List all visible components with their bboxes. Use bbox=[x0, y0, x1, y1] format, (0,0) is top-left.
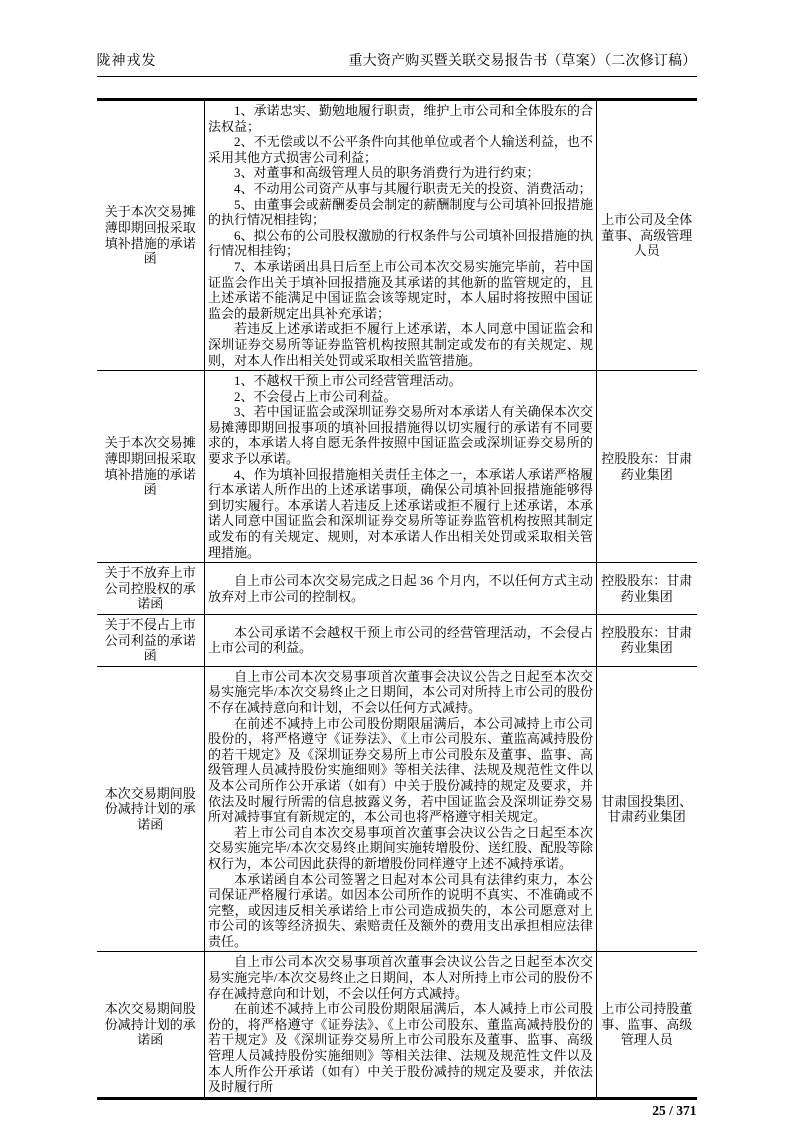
content-paragraph: 自上市公司本次交易事项首次董事会决议公告之日起至本次交易实施完毕/本次交易终止之日期间，本人对所持上市公司的股份不存在减持意向和计划，不会以任何方式减持。 bbox=[208, 954, 593, 1001]
content-paragraph: 1、承诺忠实、勤勉地履行职责，维护上市公司和全体股东的合法权益； bbox=[208, 103, 593, 134]
commitment-title-cell bbox=[97, 100, 205, 371]
commitment-title: 本次交易期间股份减持计划的承诺函 bbox=[104, 785, 196, 832]
commitment-party-cell bbox=[597, 952, 697, 1098]
table-row bbox=[97, 563, 697, 615]
content-paragraph: 在前述不减持上市公司股份期限届满后，本公司减持上市公司股份的，将严格遵守《证券法》、《上市公司股东、董监高减持股份的若干规定》及《深圳证券交易所上市公司股东及董事、监事、高级管理人员减持股份实施细则》等相关法律、法规及规范性文件以及本公司所作公开承诺（如有）中关于股份减持的规定及要求，并依法及时履行所需的信息披露义务，若中国证监会及深圳证券交易所对减持事宜有新规定的，本公司也将严格遵守相关规定。 bbox=[208, 715, 593, 825]
commitment-title-cell bbox=[97, 666, 205, 952]
page-footer bbox=[97, 1103, 697, 1119]
commitment-title: 本次交易期间股份减持计划的承诺函 bbox=[104, 1001, 196, 1048]
commitment-table-body bbox=[97, 100, 697, 1099]
content-paragraph: 在前述不减持上市公司股份期限届满后，本人减持上市公司股份的，将严格遵守《证券法》、《上市公司股东、董监高减持股份的若干规定》及《深圳证券交易所上市公司股东及董事、监事、高级管理人员减持股份实施细则》等相关法律、法规及规范性文件以及本人所作公开承诺（如有）中关于股份减持的规定及要求，并依法及时履行所 bbox=[208, 1001, 593, 1095]
commitment-content-cell bbox=[205, 371, 597, 563]
commitment-party: 上市公司持股董事、监事、高级管理人员 bbox=[601, 1001, 693, 1048]
commitment-party-cell bbox=[597, 563, 697, 615]
table-row bbox=[97, 952, 697, 1098]
commitment-title: 关于本次交易摊薄即期回报采取填补措施的承诺函 bbox=[104, 204, 196, 267]
content-paragraph: 自上市公司本次交易事项首次董事会决议公告之日起至本次交易实施完毕/本次交易终止之日期间，本公司对所持上市公司的股份不存在减持意向和计划，不会以任何方式减持。 bbox=[208, 668, 593, 715]
commitment-party: 控股股东：甘肃药业集团 bbox=[601, 624, 693, 656]
commitment-title-cell bbox=[97, 371, 205, 563]
content-paragraph: 本承诺函自本公司签署之日起对本公司具有法律约束力，本公司保证严格履行承诺。如因本公司所作的说明不真实、不准确或不完整，或因违反相关承诺给上市公司造成损失的，本公司愿意对上市公司的该等经济损失、索赔责任及额外的费用支出承担相应法律责任。 bbox=[208, 871, 593, 949]
commitment-party: 上市公司及全体董事、高级管理人员 bbox=[601, 212, 693, 259]
content-paragraph: 若上市公司自本次交易事项首次董事会决议公告之日起至本次交易实施完毕/本次交易终止期间实施转增股份、送红股、配股等除权行为，本公司因此获得的新增股份同样遵守上述不减持承诺。 bbox=[208, 824, 593, 871]
content-paragraph: 2、不无偿或以不公平条件向其他单位或者个人输送利益，也不采用其他方式损害公司利益； bbox=[208, 134, 593, 165]
header-report-title: 重大资产购买暨关联交易报告书（草案）（二次修订稿） bbox=[348, 54, 697, 69]
commitment-table bbox=[97, 98, 697, 1100]
table-row bbox=[97, 615, 697, 667]
commitment-content-cell bbox=[205, 615, 597, 667]
commitment-party-cell bbox=[597, 371, 697, 563]
page-header bbox=[97, 50, 697, 77]
commitment-party: 甘肃国投集团、甘肃药业集团 bbox=[601, 793, 693, 825]
content-paragraph: 自上市公司本次交易完成之日起 36 个月内，不以任何方式主动放弃对上市公司的控制权。 bbox=[208, 573, 593, 604]
content-paragraph: 6、拟公布的公司股权激励的行权条件与公司填补回报措施的执行情况相挂钩； bbox=[208, 227, 593, 259]
commitment-content-cell bbox=[205, 666, 597, 952]
page-number: 25 / 371 bbox=[652, 1102, 697, 1118]
content-paragraph: 4、不动用公司资产从事与其履行职责无关的投资、消费活动； bbox=[234, 180, 592, 196]
content-paragraph: 3、若中国证监会或深圳证券交易所对本承诺人有关确保本次交易摊薄即期回报事项的填补回报措施得以切实履行的承诺有不同要求的，本承诺人将自愿无条件按照中国证监会或深圳证券交易所的要求予以承诺。 bbox=[208, 404, 593, 467]
header-company-name: 陇神戎发 bbox=[96, 54, 157, 69]
commitment-content-cell bbox=[205, 952, 597, 1098]
table-row bbox=[97, 100, 697, 371]
commitment-title-cell bbox=[97, 563, 205, 615]
commitment-party: 控股股东：甘肃药业集团 bbox=[601, 451, 693, 482]
content-paragraph: 2、不会侵占上市公司利益。 bbox=[234, 388, 397, 404]
commitment-title: 关于本次交易摊薄即期回报采取填补措施的承诺函 bbox=[104, 435, 196, 498]
table-row bbox=[97, 666, 697, 952]
commitment-party: 控股股东：甘肃药业集团 bbox=[601, 573, 693, 604]
commitment-content-cell bbox=[205, 100, 597, 371]
commitment-title-cell bbox=[97, 952, 205, 1098]
content-paragraph: 4、作为填补回报措施相关责任主体之一，本承诺人承诺严格履行本承诺人所作出的上述承诺事项，确保公司填补回报措施能够得到切实履行。本承诺人若违反上述承诺或拒不履行上述承诺，本承诺人同意中国证监会和深圳证券交易所等证券监管机构按照其制定或发布的有关规定、规则，对本承诺人作出相关处罚或采取相关管理措施。 bbox=[208, 466, 593, 560]
document-page bbox=[97, 0, 697, 1119]
commitment-title: 关于不侵占上市公司利益的承诺函 bbox=[104, 617, 196, 664]
content-paragraph: 1、不越权干预上市公司经营管理活动。 bbox=[234, 373, 462, 389]
content-paragraph: 5、由董事会或薪酬委员会制定的薪酬制度与公司填补回报措施的执行情况相挂钩； bbox=[208, 196, 593, 228]
commitment-content-cell bbox=[205, 563, 597, 615]
commitment-title: 关于不放弃上市公司控股权的承诺函 bbox=[104, 565, 196, 612]
table-row bbox=[97, 371, 697, 563]
commitment-title-cell bbox=[97, 615, 205, 667]
content-paragraph: 7、本承诺函出具日后至上市公司本次交易实施完毕前，若中国证监会作出关于填补回报措施及其承诺的其他新的监管规定的，且上述承诺不能满足中国证监会该等规定时，本人届时将按照中国证监会的最新规定出具补充承诺； bbox=[208, 258, 593, 321]
commitment-party-cell bbox=[597, 100, 697, 371]
commitment-party-cell bbox=[597, 615, 697, 667]
content-paragraph: 若违反上述承诺或拒不履行上述承诺，本人同意中国证监会和深圳证券交易所等证券监管机构按照其制定或发布的有关规定、规则，对本人作出相关处罚或采取相关监管措施。 bbox=[208, 321, 593, 368]
commitment-party-cell bbox=[597, 666, 697, 952]
content-paragraph: 3、对董事和高级管理人员的职务消费行为进行约束； bbox=[234, 165, 540, 181]
content-paragraph: 本公司承诺不会越权干预上市公司的经营管理活动，不会侵占上市公司的利益。 bbox=[208, 624, 593, 656]
commitment-table-wrap bbox=[97, 98, 697, 1100]
